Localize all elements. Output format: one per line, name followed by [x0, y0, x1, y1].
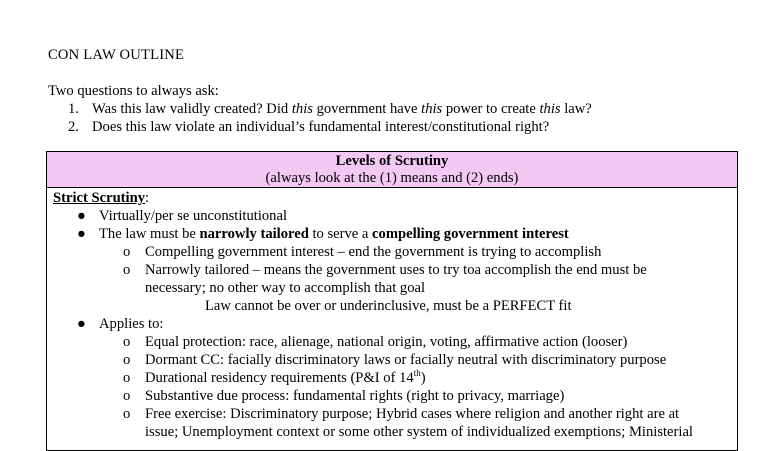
question-text: Does this law violate an individual’s fundamental interest/constitutional right? — [92, 119, 550, 135]
list-item-continued: issue; Unemployment context or some other system of individualized exemptions; Ministerial — [145, 424, 693, 440]
section-title: Strict Scrutiny — [53, 190, 146, 206]
page-title: CON LAW OUTLINE — [48, 47, 185, 63]
list-item-continued: necessary; no other way to accomplish that goal — [145, 280, 426, 296]
table-header-title: Levels of Scrutiny — [335, 153, 449, 169]
question-item — [68, 100, 592, 118]
table-body — [47, 188, 737, 441]
question-number: 2. — [68, 119, 79, 135]
table-header — [47, 152, 737, 188]
list-item: o Free exercise: Discriminatory purpose; Hybrid cases where religion and another right are at — [123, 406, 680, 422]
list-item: o Equal protection: race, alienage, national origin, voting, affirmative action (looser) — [123, 334, 628, 350]
intro-text: Two questions to always ask: — [48, 83, 219, 99]
scrutiny-table — [46, 151, 738, 451]
list-item: o Compelling government interest – end the government is trying to accomplish — [123, 244, 602, 260]
section-heading: Strict Scrutiny: — [53, 190, 150, 206]
list-item-note: Law cannot be over or underinclusive, must be a PERFECT fit — [205, 298, 572, 314]
bullet-circle-icon: o — [123, 262, 131, 278]
question-text: Was this law validly created? Did this government have this power to create this law? — [92, 101, 592, 117]
list-item: ● Virtually/per se unconstitutional — [77, 208, 287, 224]
question-list — [68, 100, 592, 136]
bullet-circle-icon: o — [123, 334, 131, 350]
list-item: o Durational residency requirements (P&I of 14th) — [123, 368, 426, 386]
bullet-circle-icon: o — [123, 406, 131, 422]
list-item: ● Applies to: — [77, 316, 164, 332]
bullet-circle-icon: o — [123, 370, 131, 386]
bullet-circle-icon: o — [123, 244, 131, 260]
bullet-dot-icon: ● — [77, 226, 86, 242]
list-item: o Dormant CC: facially discriminatory laws or facially neutral with discriminatory purpose — [123, 352, 667, 368]
bullet-dot-icon: ● — [77, 208, 86, 224]
bullet-circle-icon: o — [123, 352, 131, 368]
question-number: 1. — [68, 101, 79, 117]
question-item — [68, 118, 592, 136]
list-item: ● The law must be narrowly tailored to serve a compelling government interest — [77, 226, 569, 242]
bullet-circle-icon: o — [123, 388, 131, 404]
list-item: o Narrowly tailored – means the government uses to try toa accomplish the end must be — [123, 262, 647, 278]
list-item: o Substantive due process: fundamental rights (right to privacy, marriage) — [123, 388, 565, 404]
bullet-dot-icon: ● — [77, 316, 86, 332]
table-header-subtitle: (always look at the (1) means and (2) ends) — [265, 170, 519, 186]
